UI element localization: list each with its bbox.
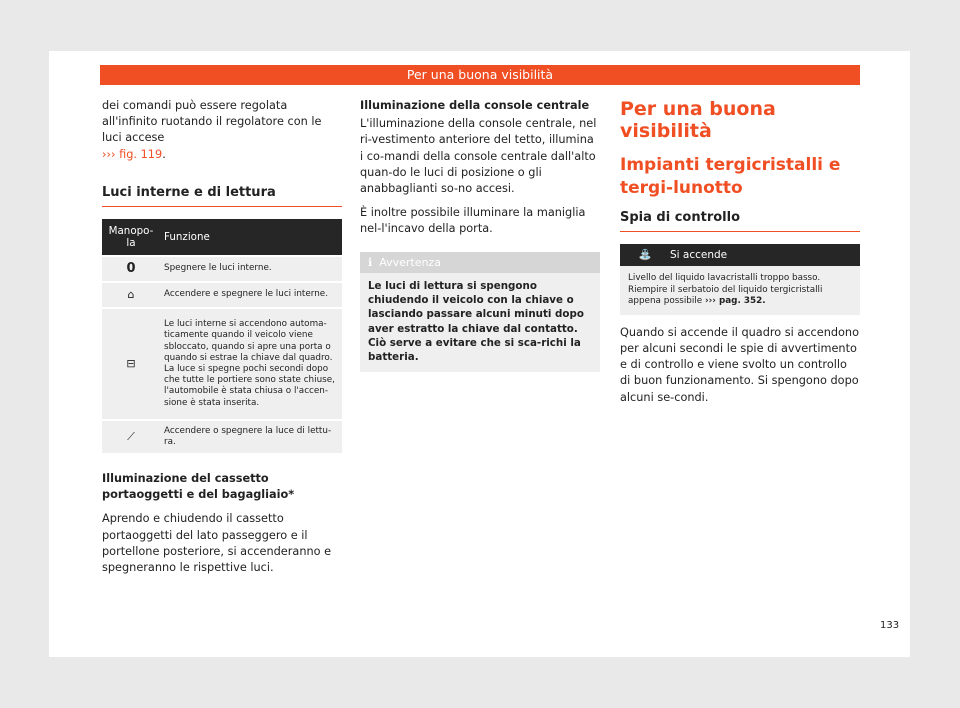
table-row <box>102 309 342 419</box>
intro-paragraph: dei comandi può essere regolata all'infinito ruotando il regolatore con le luci accese ››› fig. 119. <box>102 99 322 161</box>
fig-link[interactable]: ››› fig. 119 <box>102 147 163 161</box>
warning-text: Le luci di lettura si spengono chiudendo il veicolo con la chiave o lasciando passare alcuni minuti dopo aver estratto la chiave dal contatto. Ciò serve a evitare che si sca-richi la batteria. <box>360 273 600 373</box>
column-right <box>620 98 860 414</box>
table-cell: Accendere e spegnere le luci interne. <box>160 283 342 307</box>
column-left <box>102 98 342 584</box>
knob-off-icon: 0 <box>102 257 160 281</box>
subtitle: Impianti tergicristalli e tergi-lunotto <box>620 155 841 198</box>
spia-table <box>620 244 860 315</box>
page-number: 133 <box>880 620 900 631</box>
section-heading: Spia di controllo <box>620 210 860 232</box>
col-header-knob: Manopo-la <box>102 219 160 255</box>
paragraph: È inoltre possibile illuminare la maniglia nel-l'incavo della porta. <box>360 206 586 236</box>
table-row <box>102 283 342 307</box>
page-title: Per una buona visibilità <box>620 98 776 142</box>
column-middle <box>360 98 600 372</box>
door-contact-icon: ⊟ <box>102 309 160 419</box>
header-banner: Per una buona visibilità <box>100 65 860 85</box>
section-heading: Illuminazione della console centrale <box>360 99 590 112</box>
col-header-function: Funzione <box>160 219 342 255</box>
table-row <box>102 257 342 281</box>
table-cell: Spegnere le luci interne. <box>160 257 342 281</box>
warning-title: Avvertenza <box>379 255 441 269</box>
spia-header <box>620 244 860 266</box>
sub-paragraph: Aprendo e chiudendo il cassetto portaoggetti del lato passeggero e il portellone posteriore, si accenderanno e spegneranno le rispettive luci. <box>102 512 332 575</box>
washer-fluid-icon: ⛲ <box>638 249 652 262</box>
info-icon: ℹ <box>368 255 373 269</box>
spia-body: Livello del liquido lavacristalli troppo basso. Riempire il serbatoio del liquido tergicristalli appena possibile ››› pag. 352. <box>620 266 860 315</box>
reading-light-icon: ⟋ <box>102 421 160 453</box>
paragraph: L'illuminazione della console centrale, nel ri-vestimento anteriore del tetto, illumina i co-mandi della console centrale dall'alto quan-do le luci di posizione o gli anabbaglianti so-no accesi. <box>360 117 597 196</box>
interior-light-icon: ⌂ <box>102 283 160 307</box>
warning-header <box>360 252 600 273</box>
warning-box <box>360 252 600 373</box>
table-cell: Le luci interne si accendono automa-ticamente quando il veicolo viene sbloccato, quando si apre una porta o quando si estrae la chiave dal quadro. La luce si spegne pochi secondi dopo che tutte le portiere sono state chiuse, l'automobile è stata chiusa o l'accen-sione è stata inserita. <box>160 309 342 419</box>
table-row <box>102 421 342 453</box>
knob-table <box>102 217 342 455</box>
paragraph: Quando si accende il quadro si accendono per alcuni secondi le spie di avvertimento e di controllo e viene svolto un controllo di buon funzionamento. Si spengono dopo alcuni se-condi. <box>620 325 860 404</box>
spia-header-label: Si accende <box>670 249 728 262</box>
table-cell: Accendere o spegnere la luce di lettu-ra. <box>160 421 342 453</box>
page-link[interactable]: ››› pag. 352. <box>705 296 766 307</box>
section-heading: Luci interne e di lettura <box>102 185 342 207</box>
sub-heading: Illuminazione del cassetto portaoggetti e del bagagliaio* <box>102 472 295 502</box>
